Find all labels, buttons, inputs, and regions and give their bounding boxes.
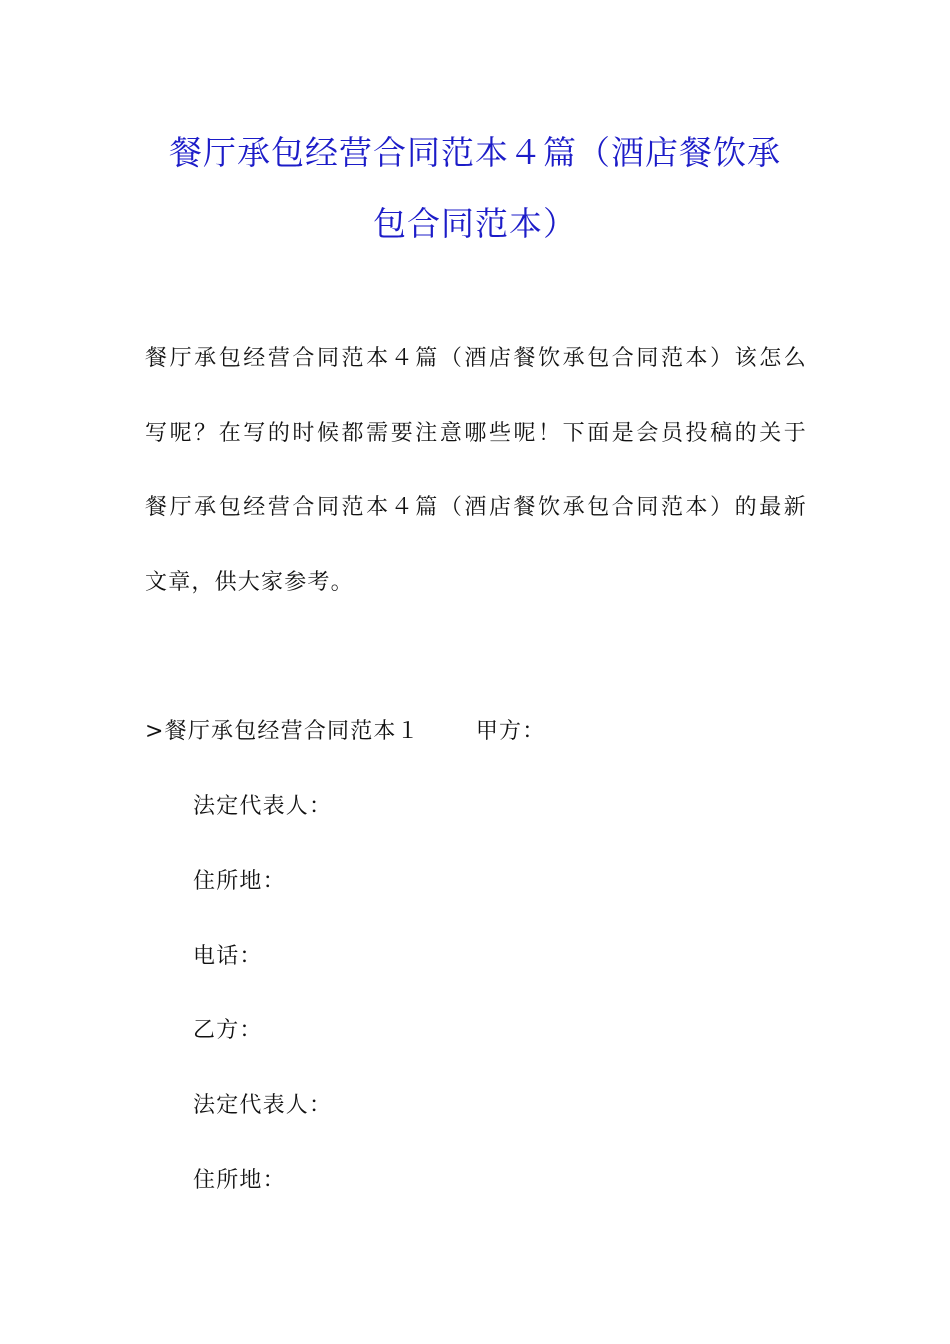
field-address-b: 住所地： (193, 1168, 286, 1193)
intro-line-1: 餐厅承包经营合同范本４篇（酒店餐饮承包合同范本）该怎么 (145, 346, 807, 371)
intro-line-3: 餐厅承包经营合同范本４篇（酒店餐饮承包合同范本）的最新 (145, 495, 807, 520)
party-b-label: 乙方： (193, 1018, 263, 1043)
section-1-heading: >餐厅承包经营合同范本１ (145, 719, 420, 744)
field-legal-representative-a: 法定代表人： (193, 794, 333, 819)
party-a-label: 甲方： (475, 719, 546, 744)
field-address-a: 住所地： (193, 869, 286, 894)
field-legal-representative-b: 法定代表人： (193, 1093, 333, 1118)
intro-line-4: 文章，供大家参考。 (145, 570, 354, 595)
document-title-line-2: 包合同范本） (373, 204, 577, 243)
field-phone-a: 电话： (193, 944, 263, 969)
document-title-line-1: 餐厅承包经营合同范本４篇（酒店餐饮承 (169, 133, 781, 172)
intro-line-2: 写呢？在写的时候都需要注意哪些呢！下面是会员投稿的关于 (145, 421, 807, 446)
section-1-heading-line (145, 721, 807, 743)
